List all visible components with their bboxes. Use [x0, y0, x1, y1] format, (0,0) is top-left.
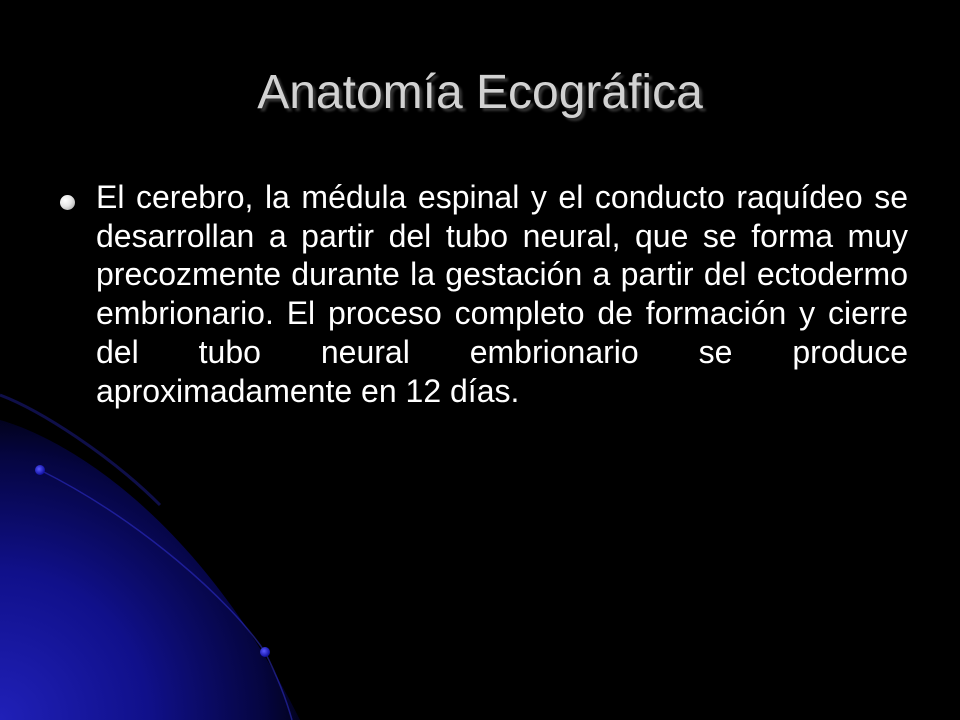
slide-title: Anatomía Ecográfica: [257, 66, 703, 119]
bullet-text: El cerebro, la médula espinal y el conducto raquídeo se desarrollan a partir del tubo neural, que se forma muy precozmente durante la gestación a partir del ectodermo embrionario. El proceso completo de formación y cierre del tubo neural embrionario se produce aproximadamente en 12 días.: [96, 179, 908, 409]
bullet-list: [58, 178, 908, 410]
decorative-dot-left: [35, 465, 45, 475]
bullet-item: [58, 178, 908, 410]
decorative-dot-right: [260, 647, 270, 657]
bullet-dot-icon: [60, 195, 75, 210]
blue-corner-swoosh: [0, 420, 300, 720]
